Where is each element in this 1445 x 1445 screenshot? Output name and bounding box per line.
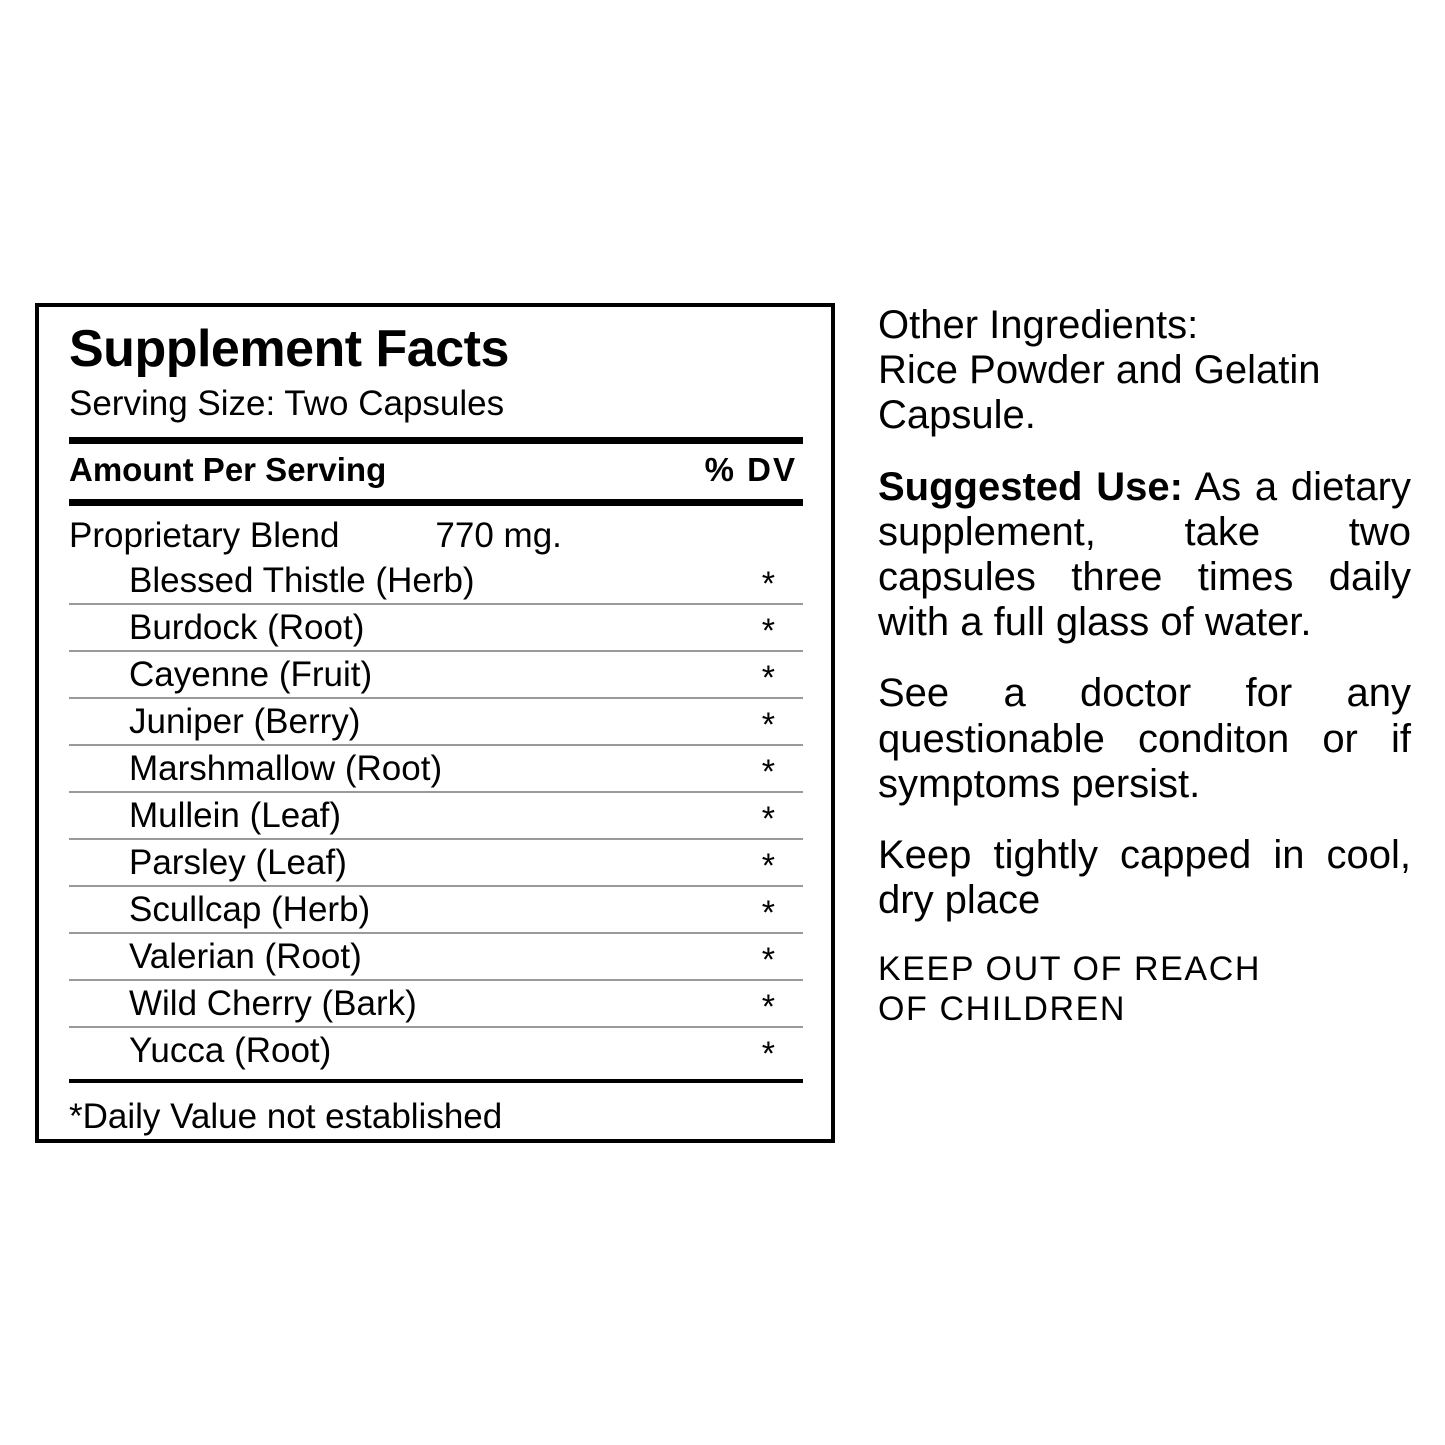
suggested-use-block bbox=[878, 465, 1411, 646]
ingredient-name: Marshmallow (Root) bbox=[129, 749, 443, 789]
suggested-use-text: As a dietary supplement, take two capsules three times daily with a full glass of water. bbox=[878, 464, 1411, 645]
supplement-facts-title: Supplement Facts bbox=[69, 320, 509, 378]
keep-out-line-1: KEEP OUT OF REACH bbox=[878, 950, 1262, 989]
divider-thick-top bbox=[69, 437, 803, 444]
ingredient-name: Yucca (Root) bbox=[129, 1031, 332, 1071]
dv-star: * bbox=[761, 847, 775, 886]
dv-star: * bbox=[761, 659, 775, 698]
ingredient-name: Burdock (Root) bbox=[129, 608, 365, 648]
dv-star: * bbox=[761, 1035, 775, 1074]
ingredient-name: Scullcap (Herb) bbox=[129, 890, 371, 930]
doctor-notice-text: See a doctor for any questionable conditon or if symptoms persist. bbox=[878, 671, 1411, 806]
percent-dv-label: % DV bbox=[704, 451, 797, 489]
ingredient-name: Parsley (Leaf) bbox=[129, 843, 347, 883]
list-item bbox=[69, 1028, 803, 1073]
dv-star: * bbox=[761, 753, 775, 792]
suggested-use-paragraph bbox=[878, 465, 1411, 646]
amount-per-serving-header-row bbox=[69, 444, 803, 494]
proprietary-blend-row bbox=[69, 506, 803, 556]
storage-notice-text: Keep tightly capped in cool, dry place bbox=[878, 832, 1411, 923]
supplement-facts-inner bbox=[39, 307, 831, 1137]
ingredient-list bbox=[69, 558, 803, 1073]
list-item bbox=[69, 652, 803, 699]
dv-star: * bbox=[761, 706, 775, 745]
daily-value-footnote: *Daily Value not established bbox=[69, 1097, 503, 1137]
amount-per-serving-label: Amount Per Serving bbox=[69, 451, 387, 489]
serving-size-text: Serving Size: Two Capsules bbox=[69, 384, 505, 424]
ingredient-name: Blessed Thistle (Herb) bbox=[129, 561, 475, 601]
proprietary-blend-amount: 770 mg. bbox=[435, 516, 562, 556]
keep-out-of-reach-block bbox=[878, 949, 1411, 1029]
list-item bbox=[69, 887, 803, 934]
ingredient-name: Wild Cherry (Bark) bbox=[129, 984, 417, 1024]
list-item bbox=[69, 793, 803, 840]
ingredient-name: Mullein (Leaf) bbox=[129, 796, 342, 836]
list-item bbox=[69, 934, 803, 981]
ingredient-name: Juniper (Berry) bbox=[129, 702, 361, 742]
keep-out-line-2: OF CHILDREN bbox=[878, 990, 1127, 1029]
dv-star: * bbox=[761, 800, 775, 839]
list-item bbox=[69, 981, 803, 1028]
ingredient-name: Cayenne (Fruit) bbox=[129, 655, 373, 695]
list-item bbox=[69, 746, 803, 793]
other-ingredients-label: Other Ingredients: bbox=[878, 303, 1199, 347]
divider-thick-second bbox=[69, 499, 803, 506]
suggested-use-label: Suggested Use: bbox=[878, 464, 1183, 509]
doctor-notice-block bbox=[878, 671, 1411, 807]
dv-star: * bbox=[761, 941, 775, 980]
dv-star: * bbox=[761, 565, 775, 604]
dv-star: * bbox=[761, 612, 775, 651]
other-ingredients-block bbox=[878, 303, 1411, 439]
list-item bbox=[69, 558, 803, 605]
dv-star: * bbox=[761, 988, 775, 1027]
label-side-text-column bbox=[878, 303, 1411, 1055]
supplement-facts-panel bbox=[35, 303, 835, 1143]
dv-star: * bbox=[761, 894, 775, 933]
list-item bbox=[69, 840, 803, 887]
list-item bbox=[69, 605, 803, 652]
ingredient-name: Valerian (Root) bbox=[129, 937, 362, 977]
storage-notice-block bbox=[878, 833, 1411, 923]
proprietary-blend-name: Proprietary Blend bbox=[69, 516, 340, 556]
other-ingredients-value: Rice Powder and Gelatin Capsule. bbox=[878, 348, 1321, 438]
list-item bbox=[69, 699, 803, 746]
